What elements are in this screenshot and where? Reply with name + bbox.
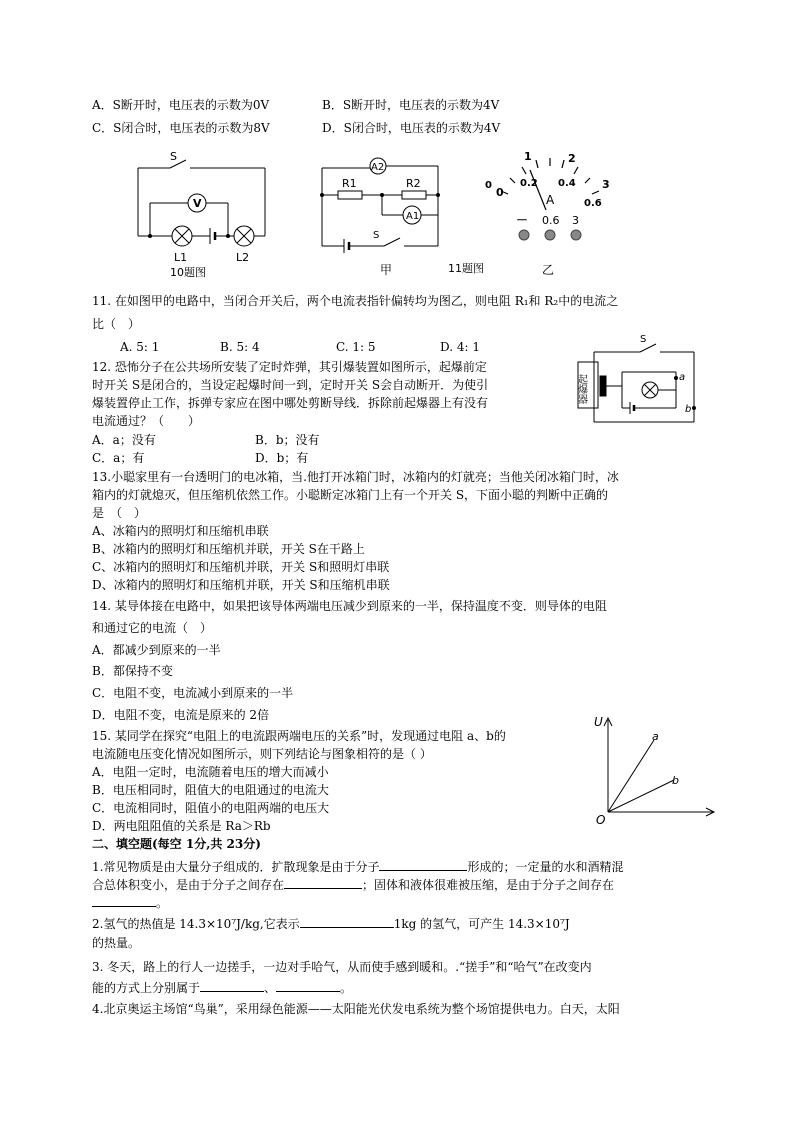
q14-option-c: C．电阻不变，电流减小到原来的一半 [92,686,294,700]
q12-stem-line2: 时开关 S是闭合的，当设定起爆时间一到，定时开关 S会自动断开．为使引 [92,378,489,392]
fig10-switch-label: S [170,150,177,163]
q10-option-d: D．S闭合时，电压表的示数为4V [322,121,501,135]
ammeter-inner-0: 0 [485,180,492,191]
q15-option-b: B．电压相同时，阻值大的电阻通过的电流大 [92,783,329,797]
q11-option-c: C. 1: 5 [336,340,376,354]
fill3-text-c: 。 [340,981,353,995]
ammeter-terminal-neg: － [516,213,529,227]
q12-option-d: D．b；有 [255,451,309,465]
fill2-text-b: 1kg 的氢气，可产生 14.3×10⁷J [393,917,570,931]
fill1-text-c: 合总体积变小，是由于分子之间存在 [92,878,285,892]
fig12-point-b: b [685,404,692,415]
q12-stem-line4: 电流通过？（ ） [92,414,201,428]
fill1-text-a: 1.常见物质是由大量分子组成的．扩散现象是由于分子 [92,860,380,874]
fill1-text-b: 形成的；一定量的水和酒精混 [467,860,624,874]
fill2-line1 [92,914,570,933]
q11-option-b: B. 5: 4 [220,340,260,354]
ammeter-inner-06: 0.6 [584,198,602,209]
q13-option-d: D、冰箱内的照明灯和压缩机并联，开关 S和压缩机串联 [92,578,390,592]
figure-10-circuit [130,148,280,278]
q15-option-a: A．电阻一定时，电流随着电压的增大而减小 [92,765,329,779]
q11-option-a: A. 5: 1 [120,340,160,354]
ammeter-inner-04: 0.4 [558,178,576,189]
fig12-device-label: 起爆器 [575,374,587,404]
fig15-label-a: a [652,730,659,743]
q12-stem-line3: 爆装置停止工作，拆弹专家应在图中哪处剪断导线．拆除前起爆器上有没有 [92,396,489,410]
fig11a-caption: 甲 [380,263,393,276]
fig15-origin-label: O [596,813,606,827]
fill1-blank-2[interactable] [284,875,362,889]
fill1-line3 [92,893,168,912]
fill1-blank-3[interactable] [92,893,156,907]
q13-stem-line2: 箱内的灯就熄灭，但压缩机依然工作。小聪断定冰箱门上有一个开关 S，下面小聪的判断中正确的 [92,488,609,502]
q11-stem-line2: 比（ ） [92,317,141,331]
q13-option-c: C、冰箱内的照明灯和压缩机并联，开关 S和照明灯串联 [92,560,390,574]
q14-option-d: D．电阻不变，电流是原来的 2倍 [92,708,270,722]
q13-stem-line3: 是 （ ） [92,506,147,520]
q15-stem-line1: 15. 某同学在探究“电阻上的电流跟两端电压的关系”时，发现通过电阻 a、b的 [92,729,506,743]
fill4-line1: 4.北京奥运主场馆“鸟巢”，采用绿色能源——太阳能光伏发电系统为整个场馆提供电力。白天，太阳 [92,1002,620,1016]
q14-option-a: A．都减少到原来的一半 [92,643,221,657]
fill1-blank-1[interactable] [379,857,467,871]
ammeter-inner-02: 0.2 [520,178,538,189]
fill2-text-a: 2.氢气的热值是 14.3×10⁷J/kg,它表示 [92,917,300,931]
q10-option-b: B．S断开时，电压表的示数为4V [322,98,500,112]
fig12-point-a: a [679,372,686,383]
fill3-line2 [92,978,352,997]
fill2-line2: 的热量。 [92,936,141,950]
ammeter-outer-1: 1 [524,150,532,163]
fill3-text-b: 、 [264,981,277,995]
q12-stem-line1: 12. 恐怖分子在公共场所安装了定时炸弹，其引爆装置如图所示，起爆前定 [92,360,487,374]
fill3-line1: 3. 冬天，路上的行人一边搓手，一边对手哈气，从而使手感到暖和。.“搓手”和“哈气”在改变内 [92,960,592,974]
q10-option-a: A．S断开时，电压表的示数为0V [92,98,270,112]
q11-stem-line1: 11. 在如图甲的电路中，当闭合开关后，两个电流表指针偏转均为图乙，则电阻 R₁和 R₂中的电流之 [92,294,619,308]
fig11a-switch-label: S [373,230,380,241]
fill1-text-e: 。 [156,896,169,910]
q14-option-b: B．都保持不变 [92,664,173,678]
fig15-y-axis-label: U [594,715,603,729]
figure-12-detonator [572,332,702,432]
ammeter-terminal-06: 0.6 [542,214,560,227]
ammeter-outer-2: 2 [568,152,576,165]
q12-option-a: A．a；没有 [92,433,156,447]
fill1-text-d: ；固体和液体很难被压缩，是由于分子之间存在 [362,878,615,892]
figure-15-graph [590,712,720,827]
fig11a-r2-label: R2 [406,177,421,190]
figure-11b-ammeter [480,148,620,278]
fill3-blank-1[interactable] [200,978,264,992]
q11-option-d: D. 4: 1 [440,340,480,354]
ammeter-outer-3: 3 [602,178,610,191]
q15-option-c: C．电流相同时，阻值小的电阻两端的电压大 [92,801,330,815]
fig11-caption: 11题图 [448,262,484,275]
fill3-blank-2[interactable] [276,978,340,992]
ammeter-unit: A [546,193,555,207]
fill3-text-a: 能的方式上分别属于 [92,981,201,995]
fig10-l2-label: L2 [236,251,250,264]
fig11b-caption: 乙 [542,263,555,277]
q14-stem-line2: 和通过它的电流（ ） [92,621,213,635]
fig10-l1-label: L1 [174,251,188,264]
fig11a-a2-label: A2 [371,162,385,173]
fig15-label-b: b [672,774,679,787]
q13-option-b: B、冰箱内的照明灯和压缩机并联，开关 S在干路上 [92,542,365,556]
q15-stem-line2: 电流随电压变化情况如图所示，则下列结论与图象相符的是（ ） [92,747,432,761]
fig10-voltmeter-label: V [193,197,202,210]
fill2-blank-1[interactable] [300,914,394,928]
fill1-line2 [92,875,614,894]
ammeter-terminal-3: 3 [572,214,579,227]
section2-title: 二、填空题(每空 1分,共 23分) [92,837,261,851]
fig10-caption: 10题图 [170,266,206,278]
q14-stem-line1: 14. 某导体接在电路中，如果把该导体两端电压减少到原来的一半，保持温度不变．则导体的电阻 [92,599,607,613]
q12-option-c: C．a；有 [92,451,145,465]
q13-stem-line1: 13.小聪家里有一台透明门的电冰箱，当.他打开冰箱门时，冰箱内的灯就亮；当他关闭冰箱门时，冰 [92,470,619,484]
fill1-line1 [92,857,623,876]
q12-option-b: B．b；没有 [255,433,320,447]
fig11a-r1-label: R1 [342,177,357,190]
q15-option-d: D．两电阻阻值的关系是 Ra＞Rb [92,819,271,833]
fig11a-a1-label: A1 [406,211,420,222]
q13-option-a: A、冰箱内的照明灯和压缩机串联 [92,524,269,538]
ammeter-outer-0: 0 [496,186,504,199]
fig12-switch-label: S [640,334,647,345]
figure-11a-circuit [318,150,443,276]
q10-option-c: C．S闭合时，电压表的示数为8V [92,121,270,135]
